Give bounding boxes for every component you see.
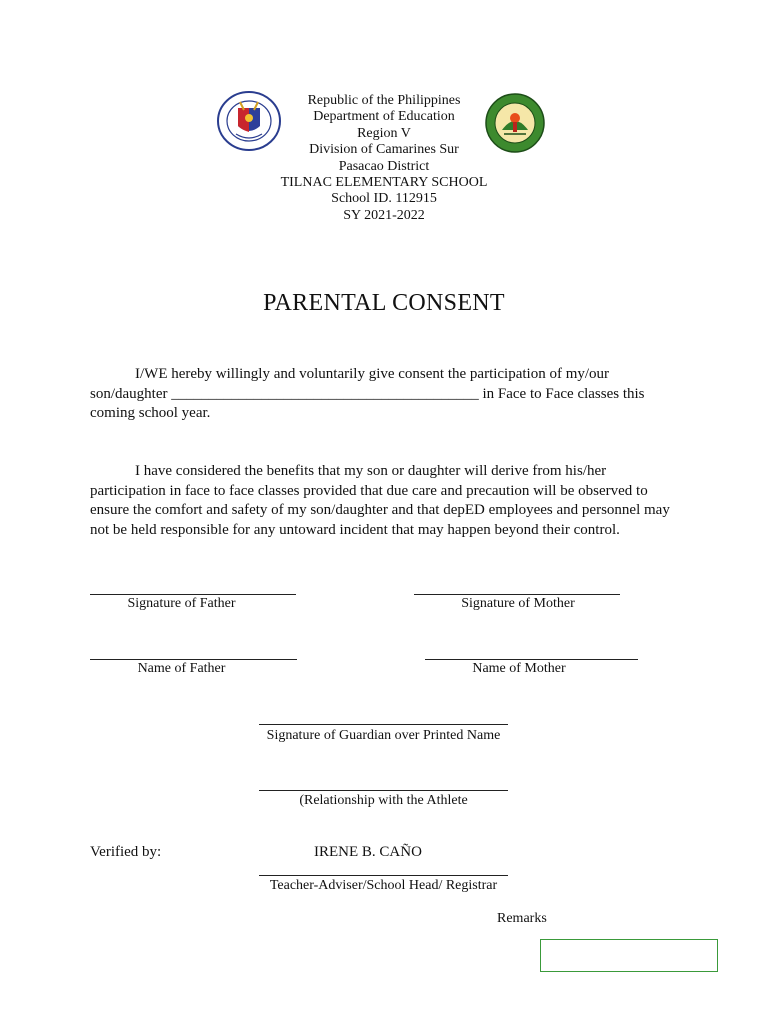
document-title: PARENTAL CONSENT: [263, 290, 505, 316]
consent-paragraph: I/WE hereby willingly and voluntarily give consent the participation of my/our son/daughter _________________________________________ in Face to Face classes this coming school year.: [90, 366, 645, 421]
header-school-year: SY 2021-2022: [343, 208, 425, 223]
benefits-paragraph: I have considered the benefits that my son or daughter will derive from his/her participation in face to face classes provided that due care and precaution will be observed to ensure the comfort and safety of my son/daughter and that depED employees and personnel may not be held responsible for any untoward incident that may happen beyond their control.: [90, 463, 670, 538]
mother-signature-label: Signature of Mother: [461, 596, 575, 611]
header-department: Department of Education: [313, 109, 455, 124]
relationship-label: (Relationship with the Athlete: [299, 793, 468, 808]
header-region: Region V: [357, 126, 411, 141]
verifier-line: [259, 875, 508, 876]
verifier-position: Teacher-Adviser/School Head/ Registrar: [269, 878, 498, 893]
father-name-label: Name of Father: [137, 661, 226, 676]
remarks-label: Remarks: [497, 911, 547, 926]
header-division: Division of Camarines Sur: [309, 142, 459, 157]
father-signature-line: [90, 594, 296, 595]
mother-name-label: Name of Mother: [472, 661, 566, 676]
remarks-box[interactable]: [540, 939, 718, 972]
mother-signature-line: [414, 594, 620, 595]
relationship-line: [259, 790, 508, 791]
verified-by-label: Verified by:: [90, 844, 162, 860]
header-school-id: School ID. 112915: [331, 191, 437, 206]
header-republic: Republic of the Philippines: [307, 93, 461, 108]
guardian-signature-line: [259, 724, 508, 725]
header-district: Pasacao District: [338, 159, 430, 174]
verifier-name: IRENE B. CAÑO: [314, 844, 422, 860]
guardian-signature-label: Signature of Guardian over Printed Name: [266, 728, 501, 743]
header-school-name: TILNAC ELEMENTARY SCHOOL: [280, 175, 488, 190]
father-name-line: [90, 659, 297, 660]
father-signature-label: Signature of Father: [127, 596, 236, 611]
mother-name-line: [425, 659, 638, 660]
